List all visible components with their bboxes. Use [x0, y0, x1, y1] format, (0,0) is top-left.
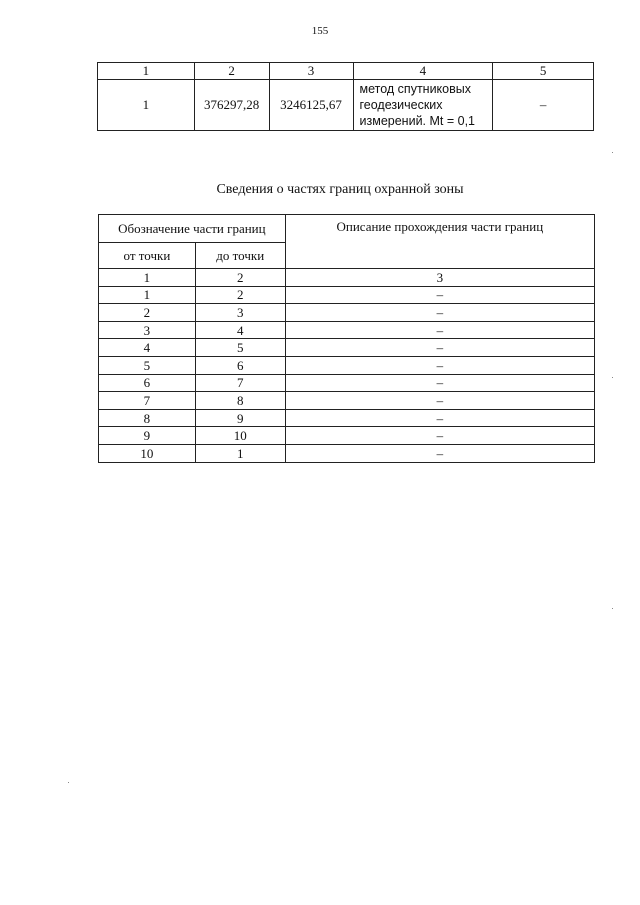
coord-method [353, 80, 493, 131]
table-row [99, 427, 595, 445]
scan-speck [612, 608, 613, 609]
parts-header-row [99, 215, 595, 243]
parts-from-cell: 7 [99, 392, 196, 410]
parts-to-cell: 3 [195, 304, 285, 322]
coord-point: 1 [98, 80, 195, 131]
parts-from-cell: 4 [99, 339, 196, 357]
parts-desc-cell: – [285, 444, 594, 462]
parts-desc-cell: – [285, 304, 594, 322]
parts-to-cell: 4 [195, 321, 285, 339]
table-row [99, 286, 595, 304]
parts-desc-cell: – [285, 356, 594, 374]
coord-header-4: 4 [353, 63, 493, 80]
table-row [99, 356, 595, 374]
parts-from-cell: 9 [99, 427, 196, 445]
parts-desc-cell: – [285, 286, 594, 304]
parts-desc-cell: – [285, 392, 594, 410]
parts-from-cell: 1 [99, 286, 196, 304]
parts-to-cell: 6 [195, 356, 285, 374]
coord-y: 3246125,67 [269, 80, 353, 131]
coord-header-5: 5 [493, 63, 594, 80]
table-row [99, 339, 595, 357]
parts-to-cell: 5 [195, 339, 285, 357]
parts-desc-cell: – [285, 339, 594, 357]
parts-desc-cell: – [285, 374, 594, 392]
parts-from-cell: 10 [99, 444, 196, 462]
table-row [99, 374, 595, 392]
coord-header-3: 3 [269, 63, 353, 80]
scan-speck [612, 152, 613, 153]
coord-method-line-2: геодезических [359, 98, 443, 112]
parts-table-body [99, 269, 595, 463]
section-title: Сведения о частях границ охранной зоны [216, 182, 464, 197]
coord-header-row [98, 63, 594, 80]
parts-from-cell: 6 [99, 374, 196, 392]
parts-from-cell: 2 [99, 304, 196, 322]
table-row [99, 321, 595, 339]
scan-speck [68, 782, 69, 783]
parts-from-cell: 5 [99, 356, 196, 374]
parts-from-cell: 3 [99, 321, 196, 339]
table-row [99, 269, 595, 287]
table-row [99, 304, 595, 322]
table-row [99, 392, 595, 410]
coord-x: 376297,28 [194, 80, 269, 131]
parts-from-cell: 8 [99, 409, 196, 427]
parts-to-cell: 10 [195, 427, 285, 445]
parts-to-cell: 2 [195, 286, 285, 304]
parts-to-cell: 9 [195, 409, 285, 427]
parts-header-to: до точки [195, 243, 285, 269]
parts-to-cell: 1 [195, 444, 285, 462]
parts-to-cell: 7 [195, 374, 285, 392]
parts-desc-cell: – [285, 427, 594, 445]
parts-header-group: Обозначение части границ [99, 215, 286, 243]
parts-desc-cell: 3 [285, 269, 594, 287]
table-row [99, 444, 595, 462]
coordinates-table [97, 62, 594, 131]
parts-header-from: от точки [99, 243, 196, 269]
boundary-parts-table [98, 214, 595, 463]
coord-col5: – [493, 80, 594, 131]
table-row [99, 409, 595, 427]
parts-from-cell: 1 [99, 269, 196, 287]
page-number: 155 [311, 25, 329, 37]
parts-desc-cell: – [285, 321, 594, 339]
parts-header-desc: Описание прохождения части границ [285, 215, 594, 269]
coord-method-line-3: измерений. Mt = 0,1 [359, 114, 476, 128]
coord-header-2: 2 [194, 63, 269, 80]
coord-method-line-1: метод спутниковых [359, 82, 471, 96]
parts-desc-cell: – [285, 409, 594, 427]
parts-to-cell: 8 [195, 392, 285, 410]
coord-data-row [98, 80, 594, 131]
scan-speck [612, 377, 613, 378]
coord-header-1: 1 [98, 63, 195, 80]
parts-to-cell: 2 [195, 269, 285, 287]
